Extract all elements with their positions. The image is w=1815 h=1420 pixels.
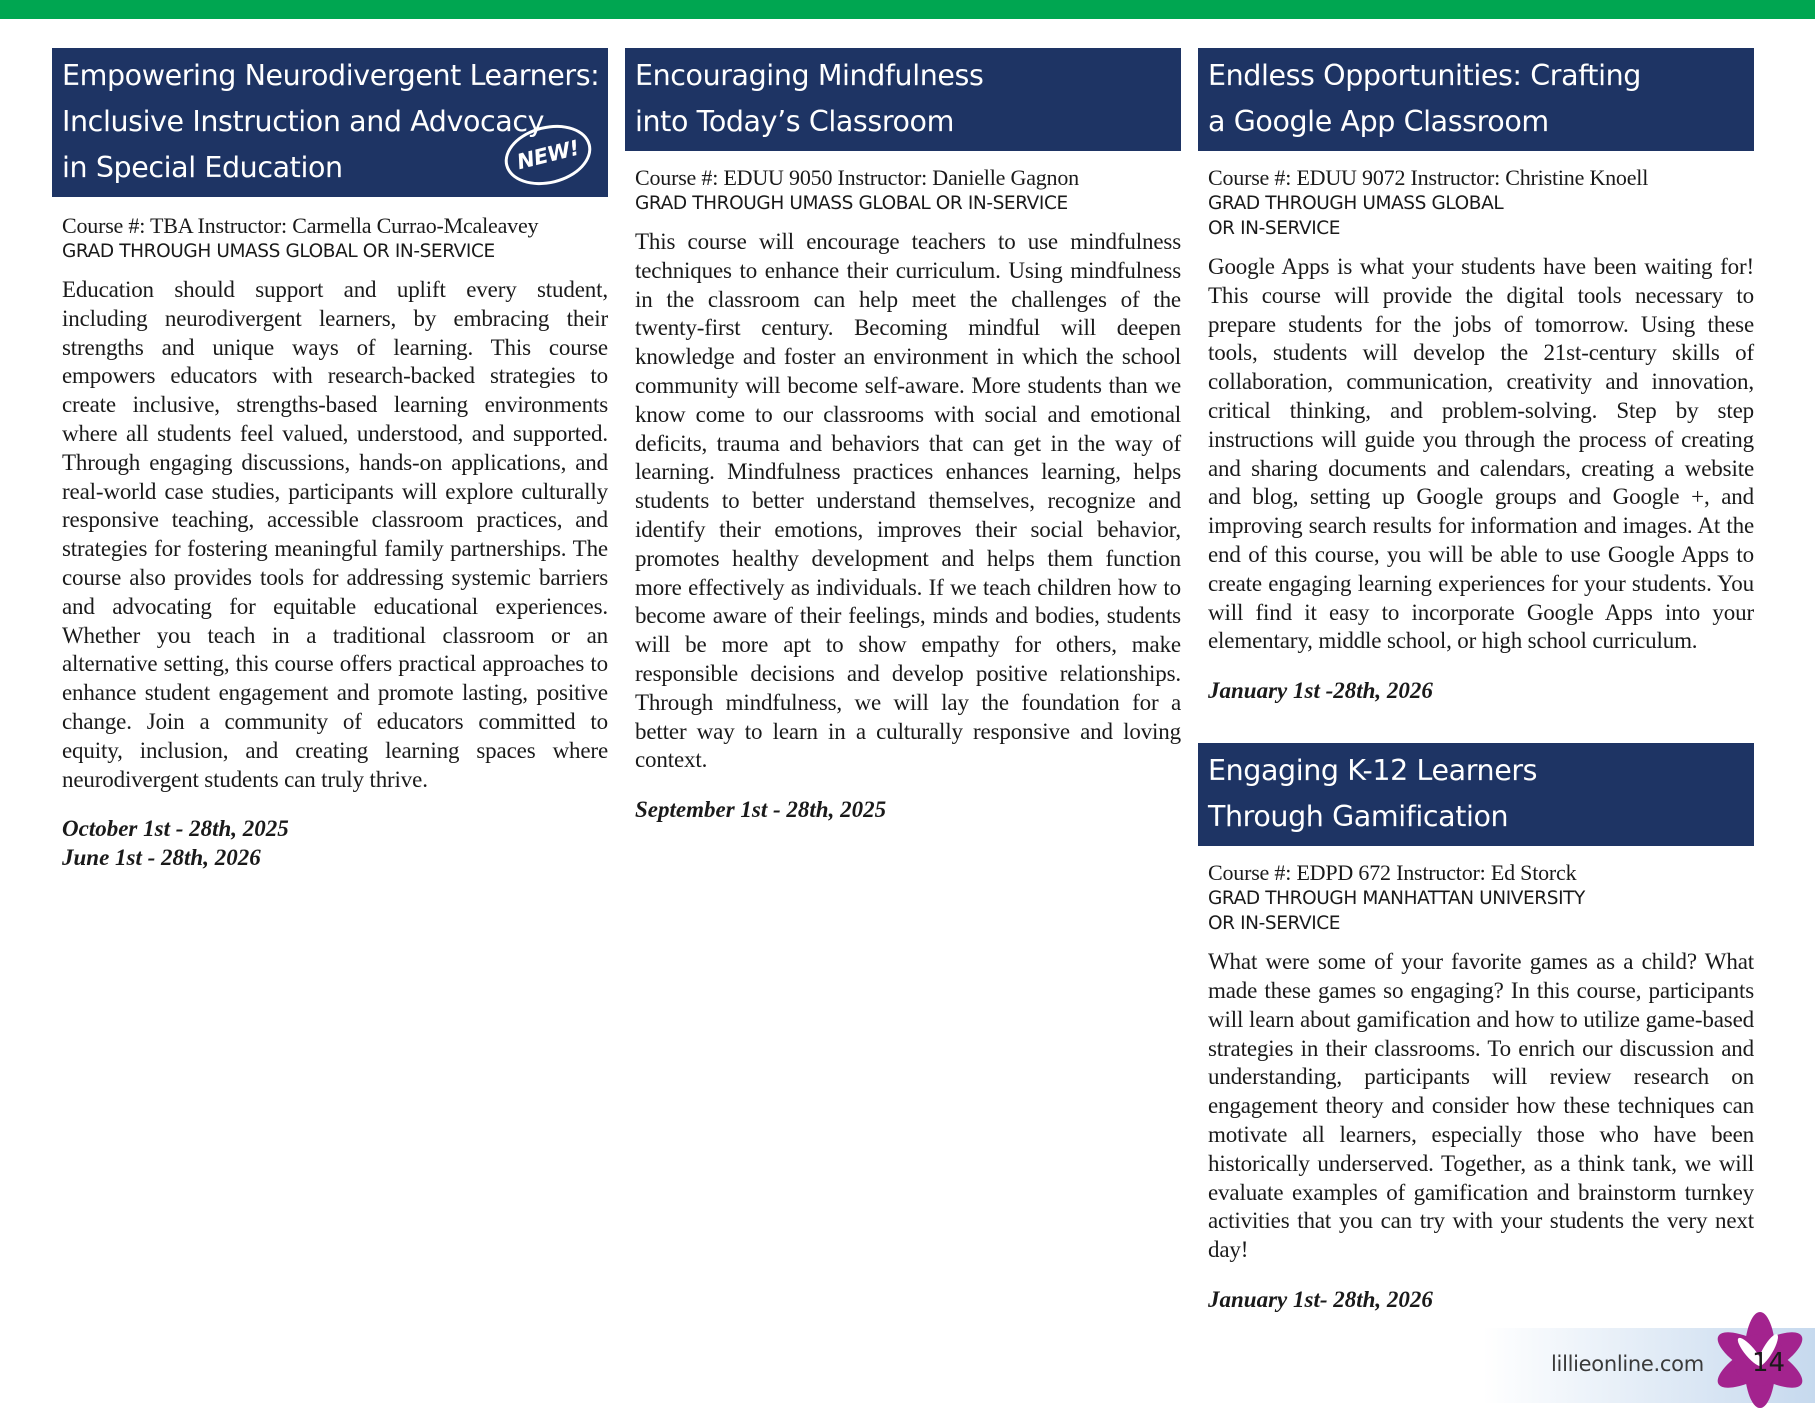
course-title-banner <box>1198 48 1754 151</box>
grad-credit-line: GRAD THROUGH UMASS GLOBAL OR IN-SERVICE <box>635 193 1068 214</box>
course-card-gamification <box>1198 743 1754 1314</box>
course-title-line: Endless Opportunities: Crafting <box>1208 59 1641 92</box>
course-dates <box>52 814 608 872</box>
course-title-line: Inclusive Instruction and Advocacy <box>62 105 545 138</box>
course-date: September 1st - 28th, 2025 <box>635 797 887 823</box>
course-description: This course will encourage teachers to use mindfulness techniques to enhance their curriculum. Using mindfulness in the classroom can help meet the challenges of the twenty-first century. Becoming mindful will deepen knowledge and foster an environment in which the school community will become self-aware. More students than we know come to our classrooms with social and emotional deficits, trauma and behaviors that can get in the way of learning. Mindfulness practices enhances learning, helps students to better understand themselves, recognize and identify their emotions, improves their social behavior, promotes healthy development and helps them function more effectively as individuals. If we teach children how to become aware of their feelings, minds and bodies, students will be more apt to show empathy for others, make responsible decisions and develop positive relationships. Through mindfulness, we will lay the foundation for a better way to learn in a culturally responsive and loving context. <box>635 229 1181 773</box>
grad-credit-line: OR IN-SERVICE <box>1208 913 1341 935</box>
course-title-line: Through Gamification <box>1208 800 1509 834</box>
course-title-line: Empowering Neurodivergent Learners: <box>62 59 600 92</box>
course-dates <box>625 795 1181 824</box>
course-number-instructor: Course #: TBA Instructor: Carmella Currao-Mcaleavey <box>62 213 539 238</box>
course-title-banner <box>52 48 608 197</box>
course-number-instructor: Course #: EDUU 9050 Instructor: Danielle Gagnon <box>635 165 1079 190</box>
course-date: January 1st -28th, 2026 <box>1208 678 1433 704</box>
course-card-neurodivergent <box>52 48 608 872</box>
page-number: 14 <box>1752 1348 1786 1378</box>
course-card-google-apps <box>1198 48 1754 705</box>
course-number-instructor: Course #: EDUU 9072 Instructor: Christine Knoell <box>1208 165 1649 190</box>
course-description: What were some of your favorite games as a child? What made these games so engaging? In this course, participants will learn about gamification and how to utilize game-based strategies in their classrooms. To enrich our discussion and understanding, participants will review research on engagement theory and consider how these techniques can motivate all learners, especially those who have been historically underserved. Together, as a think tank, we will evaluate examples of gamification and brainstorm turnkey activities that you can try with your students the very next day! <box>1208 949 1754 1263</box>
new-badge: NEW! <box>498 116 597 194</box>
grad-credit-line: GRAD THROUGH MANHATTAN UNIVERSITY <box>1208 888 1585 910</box>
course-title-line: a Google App Classroom <box>1208 105 1549 138</box>
course-dates <box>1198 1285 1754 1314</box>
course-date: October 1st - 28th, 2025 <box>62 816 289 842</box>
course-title-line: in Special Education <box>62 151 343 184</box>
course-number-instructor: Course #: EDPD 672 Instructor: Ed Storck <box>1208 860 1577 886</box>
course-date: January 1st- 28th, 2026 <box>1208 1286 1433 1312</box>
course-description: Google Apps is what your students have been waiting for! This course will provide the digital tools necessary to prepare students for the jobs of tomorrow. Using these tools, students will develop the 21st-century skills of collaboration, communication, creativity and innovation, critical thinking, and problem-solving. Step by step instructions will guide you through the process of creating and sharing documents and calendars, creating a website and blog, setting up Google groups and Google +, and improving search results for information and images. At the end of this course, you will be able to use Google Apps to create engaging learning experiences for your students. You will find it easy to incorporate Google Apps into your elementary, middle school, or high school curriculum. <box>1208 254 1754 654</box>
course-card-mindfulness <box>625 48 1181 824</box>
grad-credit-line: OR IN-SERVICE <box>1208 218 1341 239</box>
grad-credit-line: GRAD THROUGH UMASS GLOBAL <box>1208 193 1504 214</box>
footer-website-link[interactable]: lillieonline.com <box>1551 1352 1704 1376</box>
course-title-banner <box>625 48 1181 151</box>
course-column-right <box>1198 48 1754 1314</box>
course-dates <box>1198 676 1754 705</box>
course-date: June 1st - 28th, 2026 <box>62 845 261 871</box>
course-title-line: Engaging K-12 Learners <box>1208 754 1538 788</box>
course-description: Education should support and uplift every student, including neurodivergent learners, by embracing their strengths and unique ways of learning. This course empowers educators with research-backed strategies to create inclusive, strengths-based learning environments where all students feel valued, understood, and supported. Through engaging discussions, hands-on applications, and real-world case studies, participants will explore culturally responsive teaching, accessible classroom practices, and strategies for fostering meaningful family partnerships. The course also provides tools for addressing systemic barriers and advocating for equitable educational experiences. Whether you teach in a traditional classroom or an alternative setting, this course offers practical approaches to enhance student engagement and promote lasting, positive change. Join a community of educators committed to equity, inclusion, and creating learning spaces where neurodivergent students can truly thrive. <box>62 277 608 792</box>
course-title-banner <box>1198 743 1754 846</box>
top-accent-bar <box>0 0 1815 19</box>
course-title-line: into Today’s Classroom <box>635 105 954 138</box>
course-title-line: Encouraging Mindfulness <box>635 59 984 92</box>
grad-credit-line: GRAD THROUGH UMASS GLOBAL OR IN-SERVICE <box>62 241 495 262</box>
